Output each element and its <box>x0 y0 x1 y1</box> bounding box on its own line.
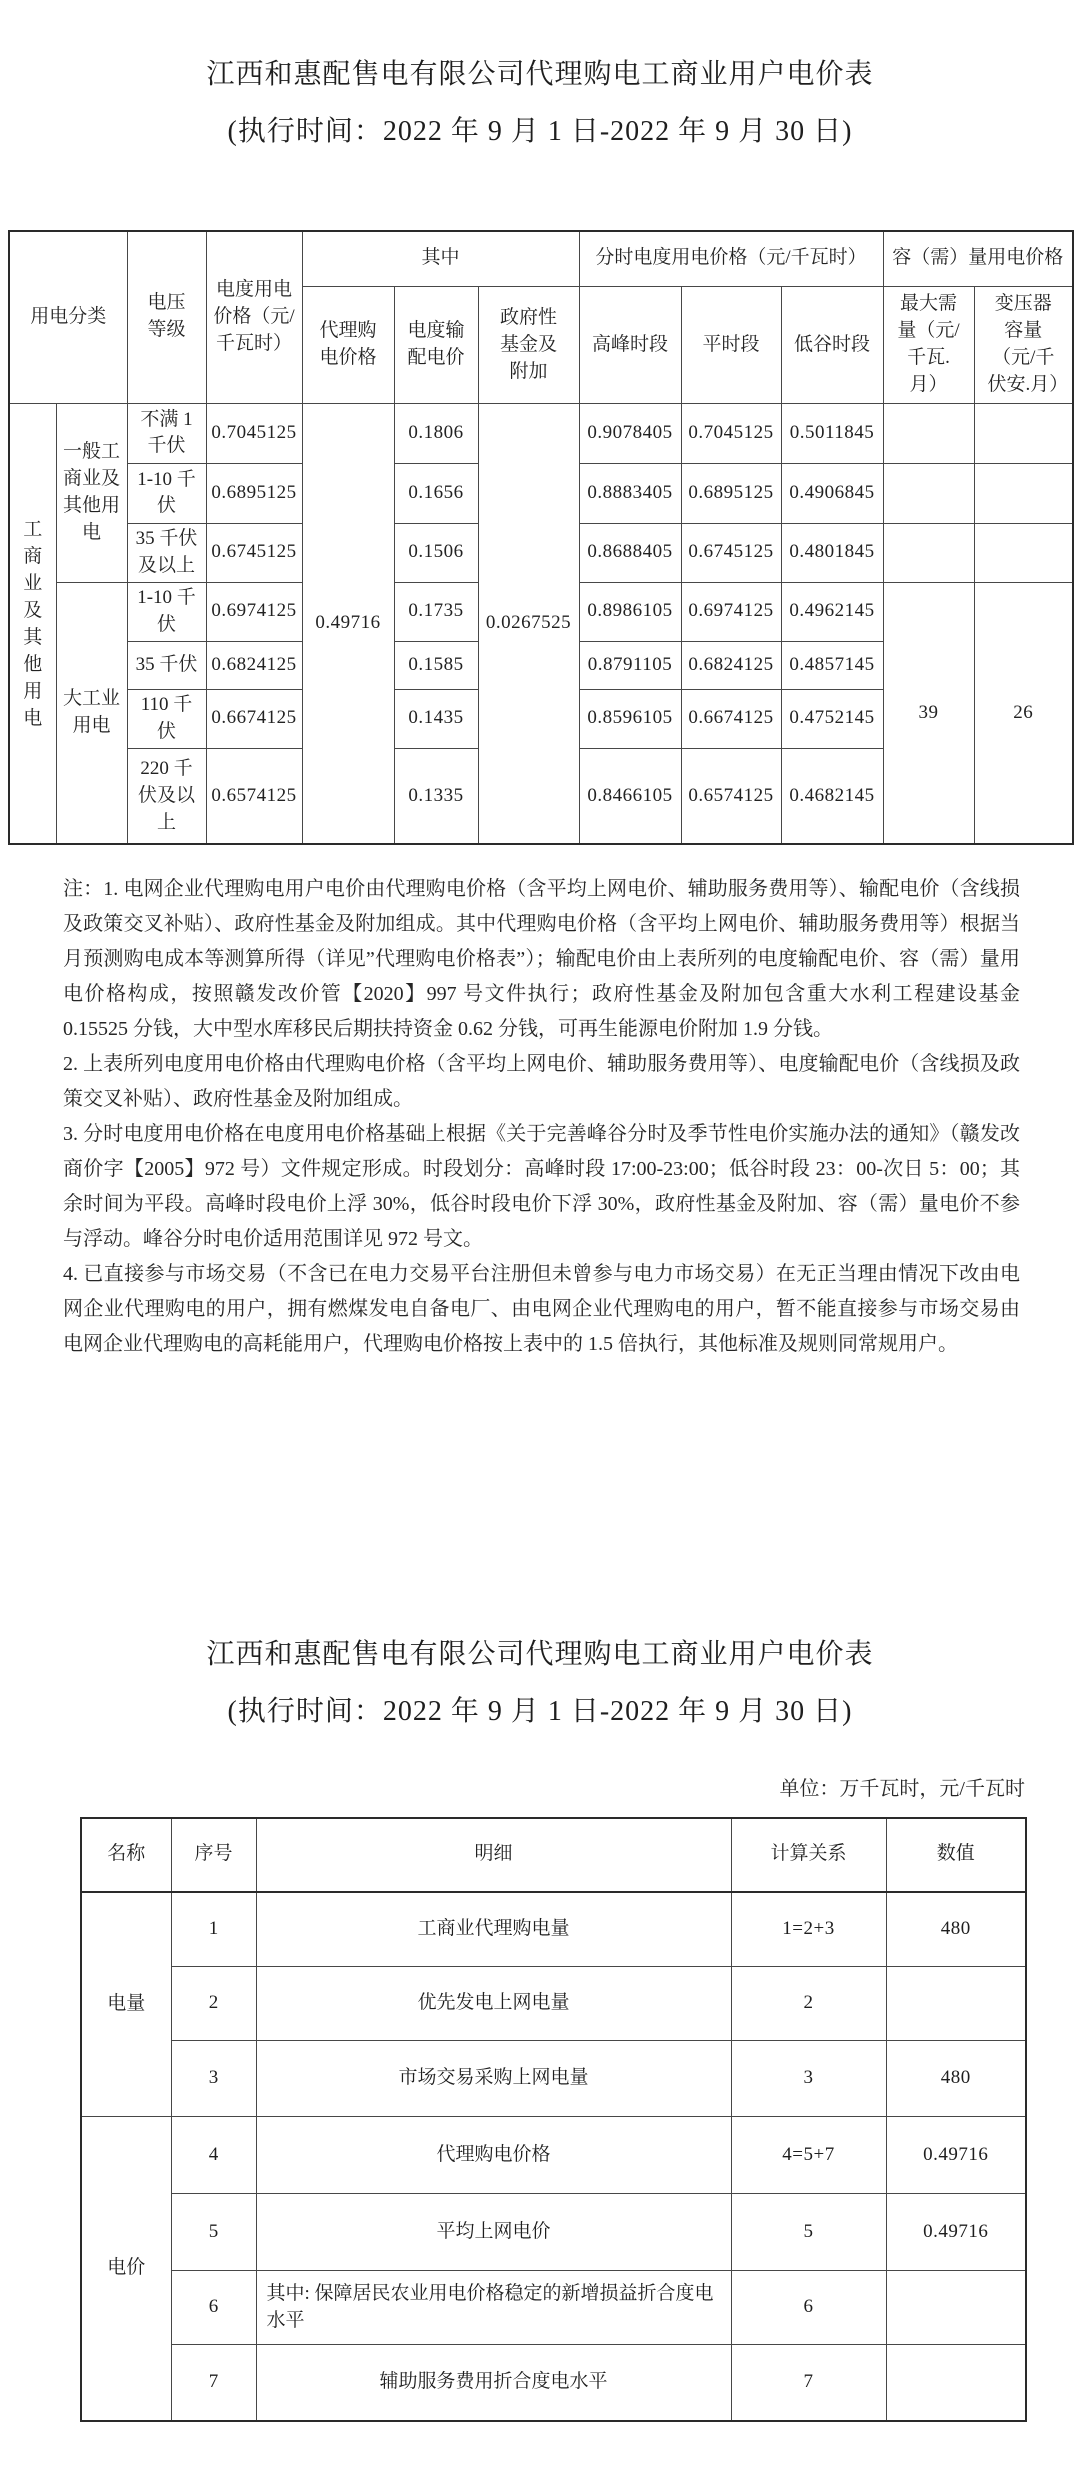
note-3: 3. 分时电度用电价格在电度用电价格基础上根据《关于完善峰谷分时及季节性电价实施办法的通知》（赣发改商价字【2005】972 号）文件规定形成。时段划分：高峰时段 17:00-23:00；低谷时段 23：00-次日 5：00；其余时间为平段。高峰时段电价上浮 30%，低谷时段电价下浮 30%，政府性基金及附加、容（需）量电价不参与浮动。峰谷分时电价适用范围详见 972 号文。 <box>63 1123 1020 1251</box>
table-row <box>81 2194 1026 2271</box>
header-transmission-price: 电度输配电价 <box>394 287 478 404</box>
section2-title: 江西和惠配售电有限公司代理购电工商业用户电价表 <box>206 1639 874 1671</box>
detail-cell: 平均上网电价 <box>256 2194 731 2271</box>
note-4: 4. 已直接参与市场交易（不含已在电力交易平台注册但未曾参与电力市场交易）在无正当理由情况下改由电网企业代理购电的用户，拥有燃煤发电自备电厂、由电网企业代理购电的用户，暂不能直接参与市场交易由电网企业代理购电的高耗能用户，代理购电价格按上表中的 1.5 倍执行，其他标准及规则同常规用户。 <box>63 1263 1020 1356</box>
energy-price-cell: 0.7045125 <box>206 403 302 463</box>
relation-cell: 3 <box>731 2041 886 2117</box>
valley-cell: 0.4857145 <box>781 641 883 689</box>
relation-cell: 5 <box>731 2194 886 2271</box>
gov-fund-cell: 0.0267525 <box>478 403 579 844</box>
group-cell-general: 一般工商业及其他用电 <box>56 403 127 582</box>
header-value: 数值 <box>886 1818 1026 1892</box>
table-row <box>9 403 1073 463</box>
relation-cell: 4=5+7 <box>731 2117 886 2194</box>
detail-cell: 市场交易采购上网电量 <box>256 2041 731 2117</box>
transformer-cell: 26 <box>974 582 1073 844</box>
valley-cell: 0.4801845 <box>781 523 883 582</box>
header-capacity-demand-price: 容（需）量用电价格 <box>883 231 1073 287</box>
name-group-cell: 电价 <box>81 2117 171 2421</box>
flat-cell: 0.6574125 <box>681 748 781 844</box>
seq-cell: 3 <box>171 2041 256 2117</box>
peak-cell: 0.8791105 <box>579 641 681 689</box>
seq-cell: 2 <box>171 1967 256 2041</box>
value-cell: 0.49716 <box>886 2194 1026 2271</box>
relation-cell: 1=2+3 <box>731 1892 886 1967</box>
calc-table <box>80 1817 1027 2422</box>
value-cell <box>886 2271 1026 2345</box>
peak-cell: 0.8883405 <box>579 463 681 523</box>
detail-cell: 优先发电上网电量 <box>256 1967 731 2041</box>
detail-cell: 工商业代理购电量 <box>256 1892 731 1967</box>
seq-cell: 5 <box>171 2194 256 2271</box>
voltage-cell: 1-10 千伏 <box>127 463 206 523</box>
peak-cell: 0.8986105 <box>579 582 681 641</box>
value-cell: 480 <box>886 1892 1026 1967</box>
table-row <box>81 2041 1026 2117</box>
group-cell-large-industry: 大工业用电 <box>56 582 127 844</box>
header-voltage-level: 电压等级 <box>127 231 206 404</box>
seq-cell: 4 <box>171 2117 256 2194</box>
energy-price-cell: 0.6824125 <box>206 641 302 689</box>
peak-cell: 0.8466105 <box>579 748 681 844</box>
voltage-cell: 1-10 千伏 <box>127 582 206 641</box>
header-energy-price: 电度用电价格（元/千瓦时） <box>206 231 302 404</box>
valley-cell: 0.4752145 <box>781 689 883 748</box>
page-title: 江西和惠配售电有限公司代理购电工商业用户电价表 <box>206 59 874 90</box>
voltage-cell: 35 千伏 <box>127 641 206 689</box>
value-cell: 0.49716 <box>886 2117 1026 2194</box>
table-header-row <box>81 1818 1026 1892</box>
value-cell <box>886 1967 1026 2041</box>
table-row <box>81 2117 1026 2194</box>
energy-price-cell: 0.6674125 <box>206 689 302 748</box>
energy-price-cell: 0.6745125 <box>206 523 302 582</box>
header-gov-fund-surcharge: 政府性基金及附加 <box>478 287 579 404</box>
flat-cell: 0.6674125 <box>681 689 781 748</box>
flat-cell: 0.6895125 <box>681 463 781 523</box>
header-agent-purchase-price: 代理购电价格 <box>302 287 394 404</box>
transformer-cell <box>974 523 1073 582</box>
peak-cell: 0.8688405 <box>579 523 681 582</box>
transmission-price-cell: 0.1585 <box>394 641 478 689</box>
header-tou-price: 分时电度用电价格（元/千瓦时） <box>579 231 883 287</box>
header-transformer-capacity: 变压器容量（元/千伏安.月） <box>974 287 1073 404</box>
value-cell <box>886 2345 1026 2421</box>
peak-cell: 0.9078405 <box>579 403 681 463</box>
peak-cell: 0.8596105 <box>579 689 681 748</box>
max-demand-cell: 39 <box>883 582 974 844</box>
energy-price-cell: 0.6974125 <box>206 582 302 641</box>
note-2: 2. 上表所列电度用电价格由代理购电价格（含平均上网电价、辅助服务费用等）、电度输配电价（含线损及政策交叉补贴）、政府性基金及附加组成。 <box>63 1053 1020 1111</box>
valley-cell: 0.5011845 <box>781 403 883 463</box>
transmission-price-cell: 0.1656 <box>394 463 478 523</box>
transmission-price-cell: 0.1435 <box>394 689 478 748</box>
valley-cell: 0.4906845 <box>781 463 883 523</box>
flat-cell: 0.6824125 <box>681 641 781 689</box>
header-max-demand: 最大需量（元/千瓦.月） <box>883 287 974 404</box>
relation-cell: 6 <box>731 2271 886 2345</box>
category-cell: 工商业及其他用电 <box>9 403 56 844</box>
flat-cell: 0.6745125 <box>681 523 781 582</box>
header-seq: 序号 <box>171 1818 256 1892</box>
header-flat-period: 平时段 <box>681 287 781 404</box>
header-peak-period: 高峰时段 <box>579 287 681 404</box>
transmission-price-cell: 0.1806 <box>394 403 478 463</box>
table-header-row <box>9 231 1073 287</box>
relation-cell: 2 <box>731 1967 886 2041</box>
name-group-cell: 电量 <box>81 1892 171 2117</box>
flat-cell: 0.6974125 <box>681 582 781 641</box>
energy-price-cell: 0.6574125 <box>206 748 302 844</box>
section2-subtitle: (执行时间：2022 年 9 月 1 日-2022 年 9 月 30 日) <box>227 1696 853 1728</box>
seq-cell: 1 <box>171 1892 256 1967</box>
note-1: 注：1. 电网企业代理购电用户电价由代理购电价格（含平均上网电价、辅助服务费用等）、输配电价（含线损及政策交叉补贴）、政府性基金及附加组成。其中代理购电价格（含平均上网电价、辅助服务费用等）根据当月预测购电成本等测算所得（详见”代理购电价格表”）；输配电价由上表所列的电度输配电价、容（需）量用电价格构成，按照赣发改价管【2020】997 号文件执行；政府性基金及附加包含重大水利工程建设基金 0.15525 分钱，大中型水库移民后期扶持资金 0.62 分钱，可再生能源电价附加 1.9 分钱。 <box>63 878 1020 1041</box>
detail-cell: 辅助服务费用折合度电水平 <box>256 2345 731 2421</box>
transmission-price-cell: 0.1335 <box>394 748 478 844</box>
flat-cell: 0.7045125 <box>681 403 781 463</box>
transmission-price-cell: 0.1506 <box>394 523 478 582</box>
valley-cell: 0.4682145 <box>781 748 883 844</box>
valley-cell: 0.4962145 <box>781 582 883 641</box>
notes-section <box>63 872 1020 1362</box>
transmission-price-cell: 0.1735 <box>394 582 478 641</box>
voltage-cell: 35 千伏及以上 <box>127 523 206 582</box>
transformer-cell <box>974 463 1073 523</box>
header-valley-period: 低谷时段 <box>781 287 883 404</box>
header-relation: 计算关系 <box>731 1818 886 1892</box>
transformer-cell <box>974 403 1073 463</box>
table-row <box>81 2271 1026 2345</box>
table-row <box>81 2345 1026 2421</box>
voltage-cell: 不满 1 千伏 <box>127 403 206 463</box>
agent-price-cell: 0.49716 <box>302 403 394 844</box>
relation-cell: 7 <box>731 2345 886 2421</box>
value-cell: 480 <box>886 2041 1026 2117</box>
voltage-cell: 220 千伏及以上 <box>127 748 206 844</box>
header-detail: 明细 <box>256 1818 731 1892</box>
unit-note: 单位：万千瓦时，元/千瓦时 <box>779 1777 1025 1800</box>
max-demand-cell <box>883 523 974 582</box>
table-row <box>81 1892 1026 1967</box>
energy-price-cell: 0.6895125 <box>206 463 302 523</box>
voltage-cell: 110 千伏 <box>127 689 206 748</box>
page-subtitle: (执行时间：2022 年 9 月 1 日-2022 年 9 月 30 日) <box>227 115 853 147</box>
price-table <box>8 230 1074 846</box>
header-usage-class: 用电分类 <box>9 231 127 404</box>
seq-cell: 6 <box>171 2271 256 2345</box>
max-demand-cell <box>883 463 974 523</box>
header-name: 名称 <box>81 1818 171 1892</box>
table-row <box>81 1967 1026 2041</box>
detail-cell: 其中: 保障居民农业用电价格稳定的新增损益折合度电水平 <box>256 2271 731 2345</box>
seq-cell: 7 <box>171 2345 256 2421</box>
max-demand-cell <box>883 403 974 463</box>
header-among-which: 其中 <box>302 231 579 287</box>
detail-cell: 代理购电价格 <box>256 2117 731 2194</box>
